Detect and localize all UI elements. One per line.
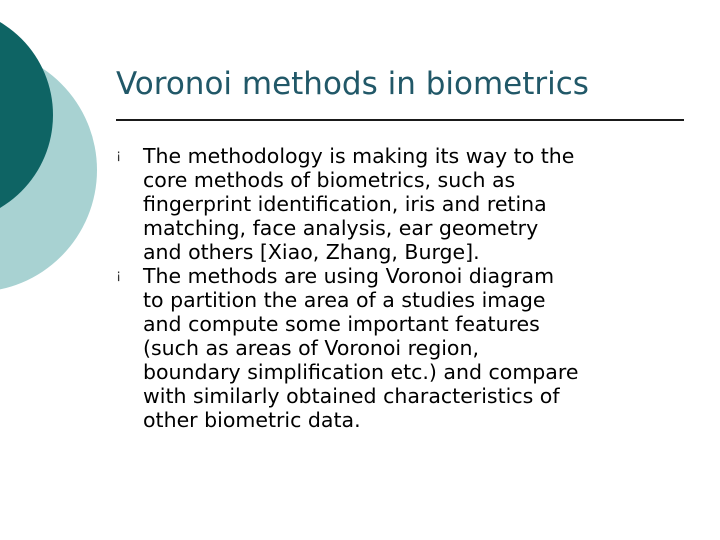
bullet-item <box>116 144 696 264</box>
bullet-line: and others [Xiao, Zhang, Burge]. <box>143 240 480 264</box>
bullet-line: and compute some important features <box>143 312 540 336</box>
bullet-line: The methods are using Voronoi diagram <box>143 264 555 288</box>
bullet-marker-icon: ¡ <box>116 148 122 163</box>
decorative-circles <box>0 0 120 300</box>
bullet-text <box>143 144 574 264</box>
bullet-line: The methodology is making its way to the <box>143 144 575 168</box>
bullet-marker-icon: ¡ <box>116 268 122 283</box>
title-underline <box>116 119 684 121</box>
bullet-item <box>116 264 696 432</box>
bullet-line: matching, face analysis, ear geometry <box>143 216 539 240</box>
bullet-text <box>143 264 578 432</box>
bullet-line: other biometric data. <box>143 408 361 432</box>
slide-title: Voronoi methods in biometrics <box>116 66 589 102</box>
bullet-line: core methods of biometrics, such as <box>143 168 516 192</box>
bullet-line: fingerprint identification, iris and retina <box>143 192 547 216</box>
bullet-line: to partition the area of a studies image <box>143 288 546 312</box>
bullet-line: with similarly obtained characteristics of <box>143 384 560 408</box>
bullet-list <box>116 144 696 432</box>
bullet-line: (such as areas of Voronoi region, <box>143 336 479 360</box>
bullet-line: boundary simplification etc.) and compare <box>143 360 579 384</box>
